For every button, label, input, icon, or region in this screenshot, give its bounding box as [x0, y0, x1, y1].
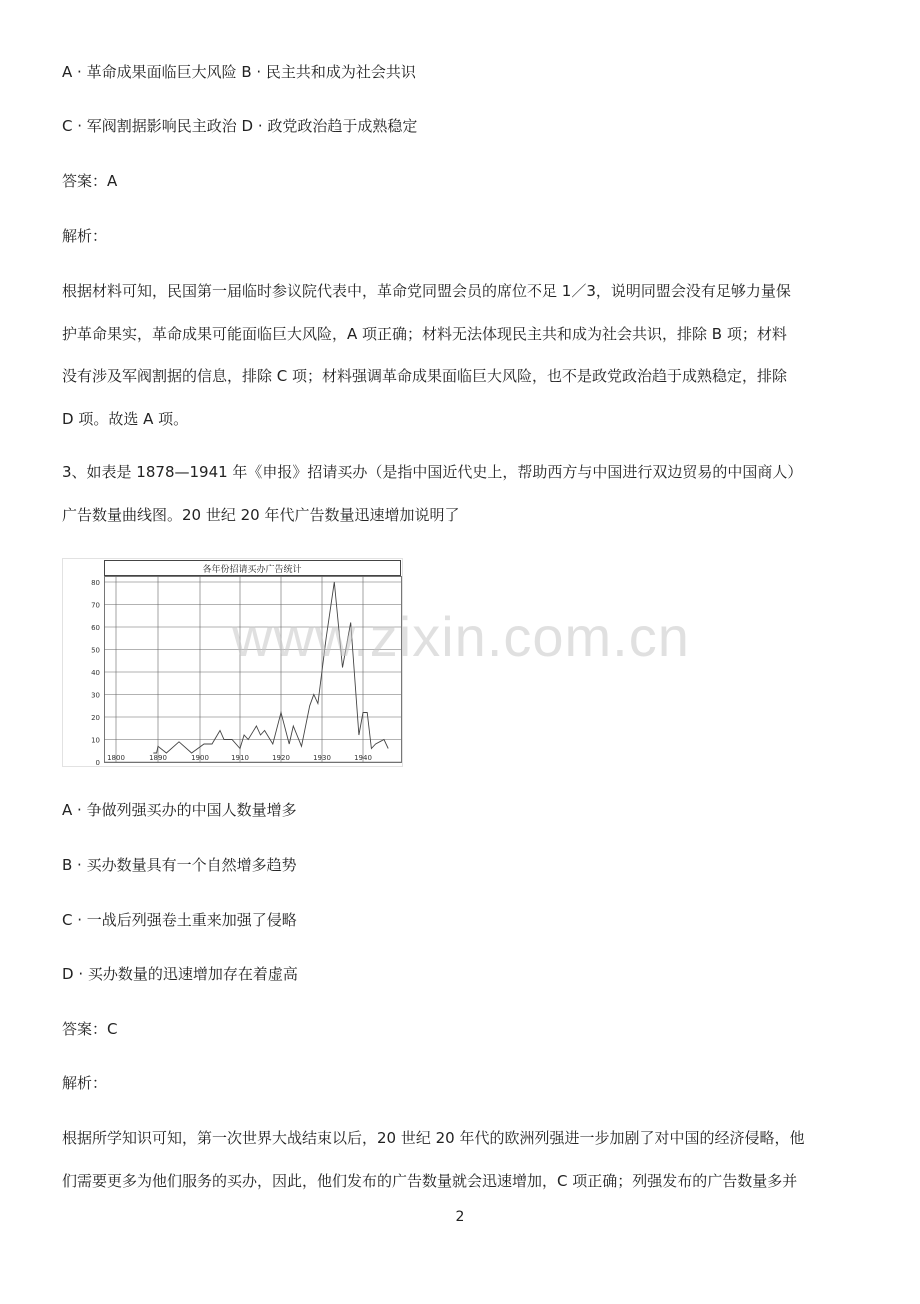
q2-analysis-line: 根据材料可知，民国第一届临时参议院代表中，革命党同盟会员的席位不足 1／3，说明同盟会没有足够力量保	[62, 282, 791, 300]
x-tick-label: 1930	[313, 754, 331, 762]
q3-option-c: C · 一战后列强卷土重来加强了侵略	[62, 911, 297, 929]
y-tick-label: 60	[91, 624, 100, 632]
x-tick-label: 1890	[149, 754, 167, 762]
y-tick-label: 30	[91, 691, 100, 700]
q2-analysis-line: 护革命果实，革命成果可能面临巨大风险，A 项正确；材料无法体现民主共和成为社会共识，排除 B 项；材料	[62, 324, 787, 343]
page-number: 2	[455, 1209, 465, 1225]
q2-analysis-text	[62, 270, 858, 440]
q3-option-d: D · 买办数量的迅速增加存在着虚高	[62, 965, 298, 983]
q3-analysis-line: 根据所学知识可知，第一次世界大战结束以后，20 世纪 20 年代的欧洲列强进一步加剧了对中国的经济侵略，他	[62, 1129, 805, 1147]
q3-analysis-label: 解析：	[62, 1074, 108, 1092]
y-tick-label: 70	[91, 601, 100, 610]
chart-y-ticks	[91, 579, 100, 767]
q3-stem-line: 3、如表是 1878—1941 年《申报》招请买办（是指中国近代史上，帮助西方与中国进行双边贸易的中国商人）	[62, 463, 803, 481]
q2-answer: 答案：A	[62, 172, 118, 190]
watermark: www.zixin.com.cn	[232, 605, 690, 668]
q3-answer: 答案：C	[62, 1020, 118, 1038]
q3-option-b: B · 买办数量具有一个自然增多趋势	[62, 856, 297, 874]
y-tick-label: 80	[91, 579, 100, 587]
y-tick-label: 0	[95, 759, 100, 767]
x-tick-label: 1910	[231, 754, 249, 762]
q3-analysis-text	[62, 1117, 858, 1202]
q2-analysis-label: 解析：	[62, 227, 108, 245]
y-tick-label: 10	[91, 736, 100, 745]
q3-option-a: A · 争做列强买办的中国人数量增多	[62, 801, 297, 819]
q3-stem-line: 广告数量曲线图。20 世纪 20 年代广告数量迅速增加说明了	[62, 505, 460, 524]
q2-options-line-2: C · 军阀割据影响民主政治 D · 政党政治趋于成熟稳定	[62, 117, 418, 135]
x-tick-label: 1940	[354, 754, 372, 762]
q3-stem	[62, 451, 858, 536]
chart-title: 各年份招请买办广告统计	[202, 565, 302, 575]
q2-options-line-1: A · 革命成果面临巨大风险 B · 民主共和成为社会共识	[62, 63, 416, 81]
y-tick-label: 40	[91, 669, 100, 677]
x-tick-label: 1920	[272, 754, 290, 762]
y-tick-label: 20	[91, 714, 100, 722]
y-tick-label: 50	[91, 646, 100, 655]
q2-analysis-line: 没有涉及军阀割据的信息，排除 C 项；材料强调革命成果面临巨大风险，也不是政党政治趋于成熟稳定，排除	[62, 367, 788, 385]
x-tick-label: 1900	[191, 754, 209, 762]
q2-analysis-line: D 项。故选 A 项。	[62, 409, 189, 428]
x-tick-label: 1800	[107, 754, 125, 762]
q3-analysis-line: 们需要更多为他们服务的买办，因此，他们发布的广告数量就会迅速增加，C 项正确；列强发布的广告数量多并	[62, 1171, 798, 1190]
